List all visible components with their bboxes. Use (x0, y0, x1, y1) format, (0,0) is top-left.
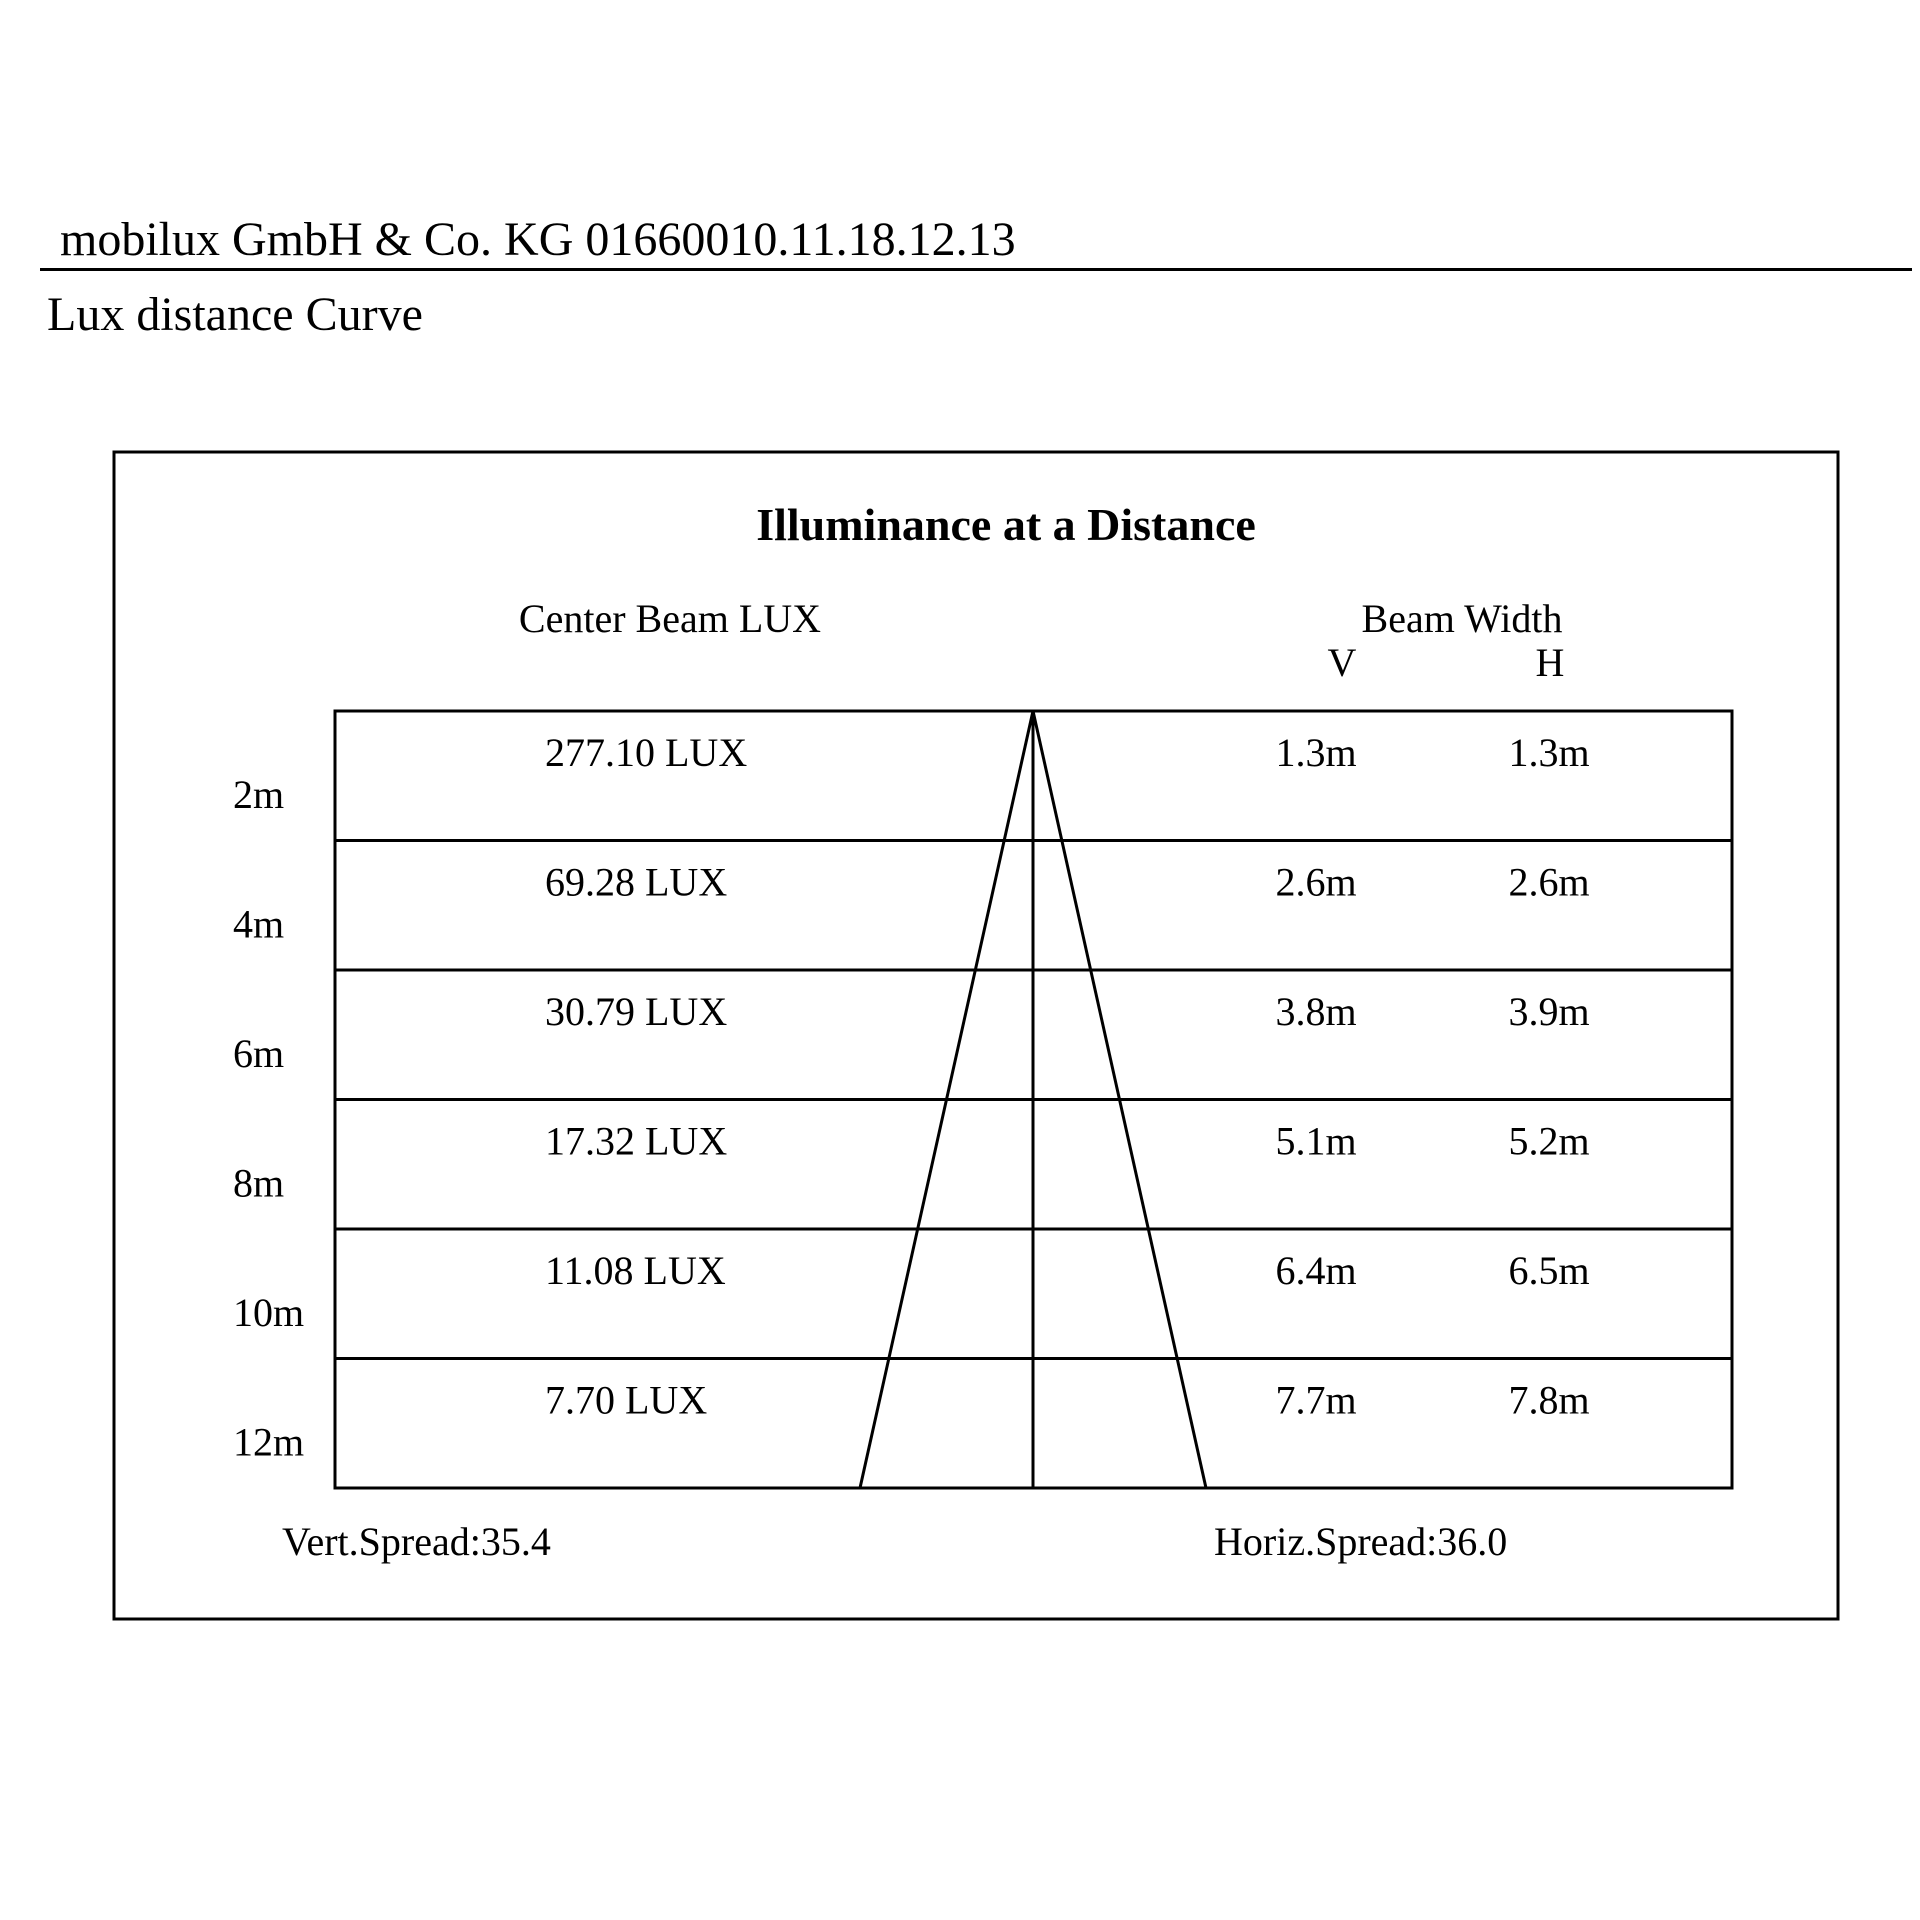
distance-label: 10m (233, 1290, 305, 1335)
beam-width-v: 6.4m (1275, 1248, 1357, 1293)
beam-width-header: Beam Width (1361, 596, 1563, 641)
lux-value: 30.79 LUX (545, 989, 728, 1034)
beam-width-h: 5.2m (1508, 1118, 1590, 1164)
lux-value: 17.32 LUX (545, 1118, 728, 1164)
chart-title: Illuminance at a Distance (756, 499, 1256, 550)
lux-value: 69.28 LUX (545, 859, 728, 905)
distance-label: 12m (233, 1419, 305, 1465)
v-header: V (1327, 640, 1357, 685)
h-header: H (1535, 640, 1565, 685)
vert-spread-label: Vert.Spread:35.4 (282, 1519, 551, 1564)
beam-width-h: 6.5m (1508, 1248, 1590, 1293)
beam-width-v: 7.7m (1275, 1377, 1357, 1423)
center-beam-header: Center Beam LUX (518, 596, 822, 641)
lux-value: 11.08 LUX (545, 1248, 726, 1293)
beam-width-h: 3.9m (1508, 989, 1590, 1034)
chart-frame (114, 452, 1838, 1619)
beam-width-v: 5.1m (1275, 1118, 1357, 1164)
document-title: mobilux GmbH & Co. KG 01660010.11.18.12.13 (60, 213, 1016, 266)
lux-value: 7.70 LUX (545, 1377, 708, 1423)
distance-label: 8m (233, 1160, 285, 1206)
distance-label: 6m (233, 1031, 285, 1076)
lux-value: 277.10 LUX (545, 730, 748, 775)
beam-width-h: 7.8m (1508, 1377, 1590, 1423)
beam-width-v: 2.6m (1275, 859, 1357, 905)
beam-width-v: 1.3m (1275, 730, 1357, 775)
horiz-spread-label: Horiz.Spread:36.0 (1214, 1519, 1508, 1564)
distance-label: 2m (233, 772, 285, 817)
beam-width-h: 2.6m (1508, 859, 1590, 905)
document-subtitle: Lux distance Curve (47, 288, 423, 341)
distance-label: 4m (233, 901, 285, 947)
beam-width-v: 3.8m (1275, 989, 1357, 1034)
beam-width-h: 1.3m (1508, 730, 1590, 775)
